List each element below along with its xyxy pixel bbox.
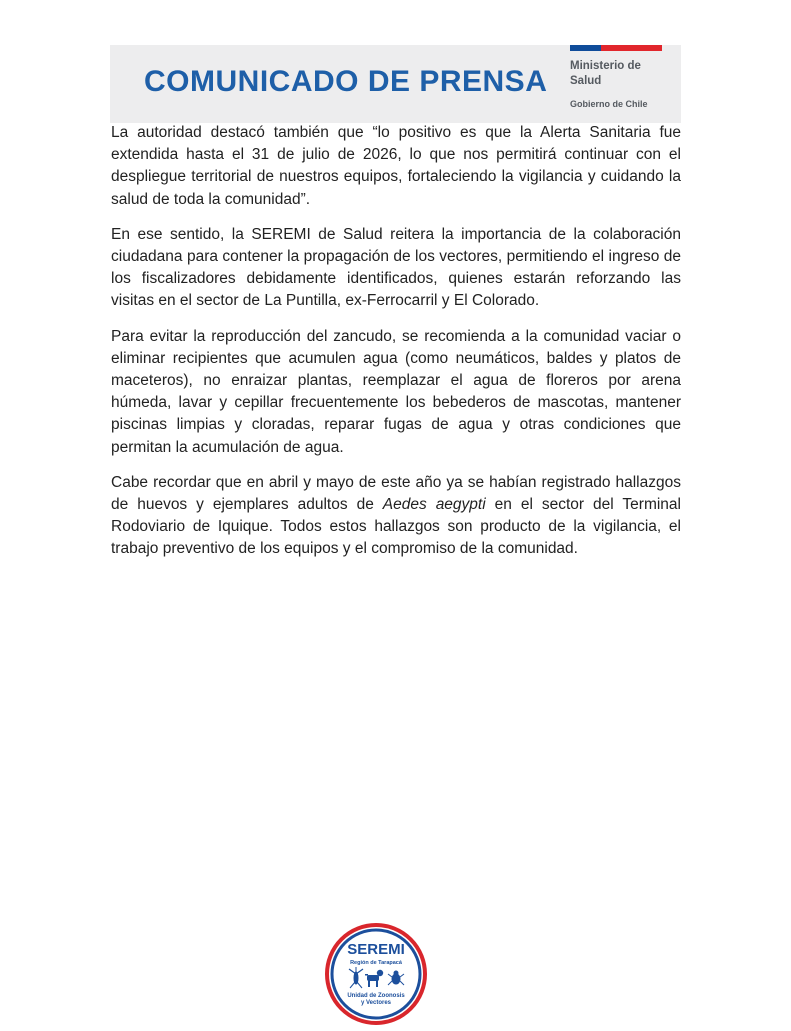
- badge-unit-line2: y Vectores: [360, 1000, 392, 1006]
- ministry-logo: [570, 59, 678, 110]
- flag-blue-stripe: [570, 45, 601, 51]
- badge-region: Región de Tarapacá: [350, 960, 402, 966]
- page-title: COMUNICADO DE PRENSA: [144, 65, 548, 98]
- badge-graphic: [324, 922, 428, 1026]
- paragraph-3: Para evitar la reproducción del zancudo, se recomienda a la comunidad vaciar o eliminar recipientes que acumulen agua (como neumáticos, baldes y platos de maceteros), no enraizar plantas, reemplazar el agua de floreros por arena húmeda, lavar y cepillar frecuentemente los bebederos de mascotas, mantener piscinas limpias y cloradas, reparar fugas de agua y otras condiciones que permitan la acumulación de agua.: [111, 327, 681, 456]
- government-label: Gobierno de Chile: [570, 99, 648, 109]
- paragraph-4-end: en el sector del Terminal Rodoviario de Iquique. Todos estos hallazgos son producto de la vigilancia, el trabajo preventivo de los equipos y el compromiso de la comunidad.: [111, 496, 681, 558]
- paragraph-4-start: Cabe recordar que en abril y mayo de este año ya se habían registrado hallazgos de huevos y ejemplares adultos de: [111, 473, 681, 514]
- ministry-name-line2: Salud: [570, 75, 602, 87]
- paragraph-4: [111, 472, 681, 561]
- press-release-body: [111, 122, 681, 574]
- seremi-zoonosis-badge: [324, 922, 428, 1026]
- press-release-header: [110, 45, 681, 123]
- paragraph-2: En ese sentido, la SEREMI de Salud reitera la importancia de la colaboración ciudadana para contener la propagación de los vectores, permitiendo el ingreso de los fiscalizadores debidamente identificados, quienes estarán reforzando las visitas en el sector de La Puntilla, ex-Ferrocarril y El Colorado.: [111, 225, 681, 310]
- badge-unit-line1: Unidad de Zoonosis: [347, 993, 405, 999]
- paragraph-1: La autoridad destacó también que “lo positivo es que la Alerta Sanitaria fue extendida hasta el 31 de julio de 2026, lo que nos permitirá continuar con el despliegue territorial de nuestros equipos, fortaleciendo la vigilancia y cuidando la salud de toda la comunidad”.: [111, 124, 681, 208]
- chile-flag-bar: [570, 45, 662, 51]
- badge-title: SEREMI: [347, 941, 405, 958]
- ministry-name-line1: Ministerio de: [570, 60, 641, 72]
- species-name: Aedes aegypti: [382, 496, 486, 514]
- flag-red-stripe: [601, 45, 662, 51]
